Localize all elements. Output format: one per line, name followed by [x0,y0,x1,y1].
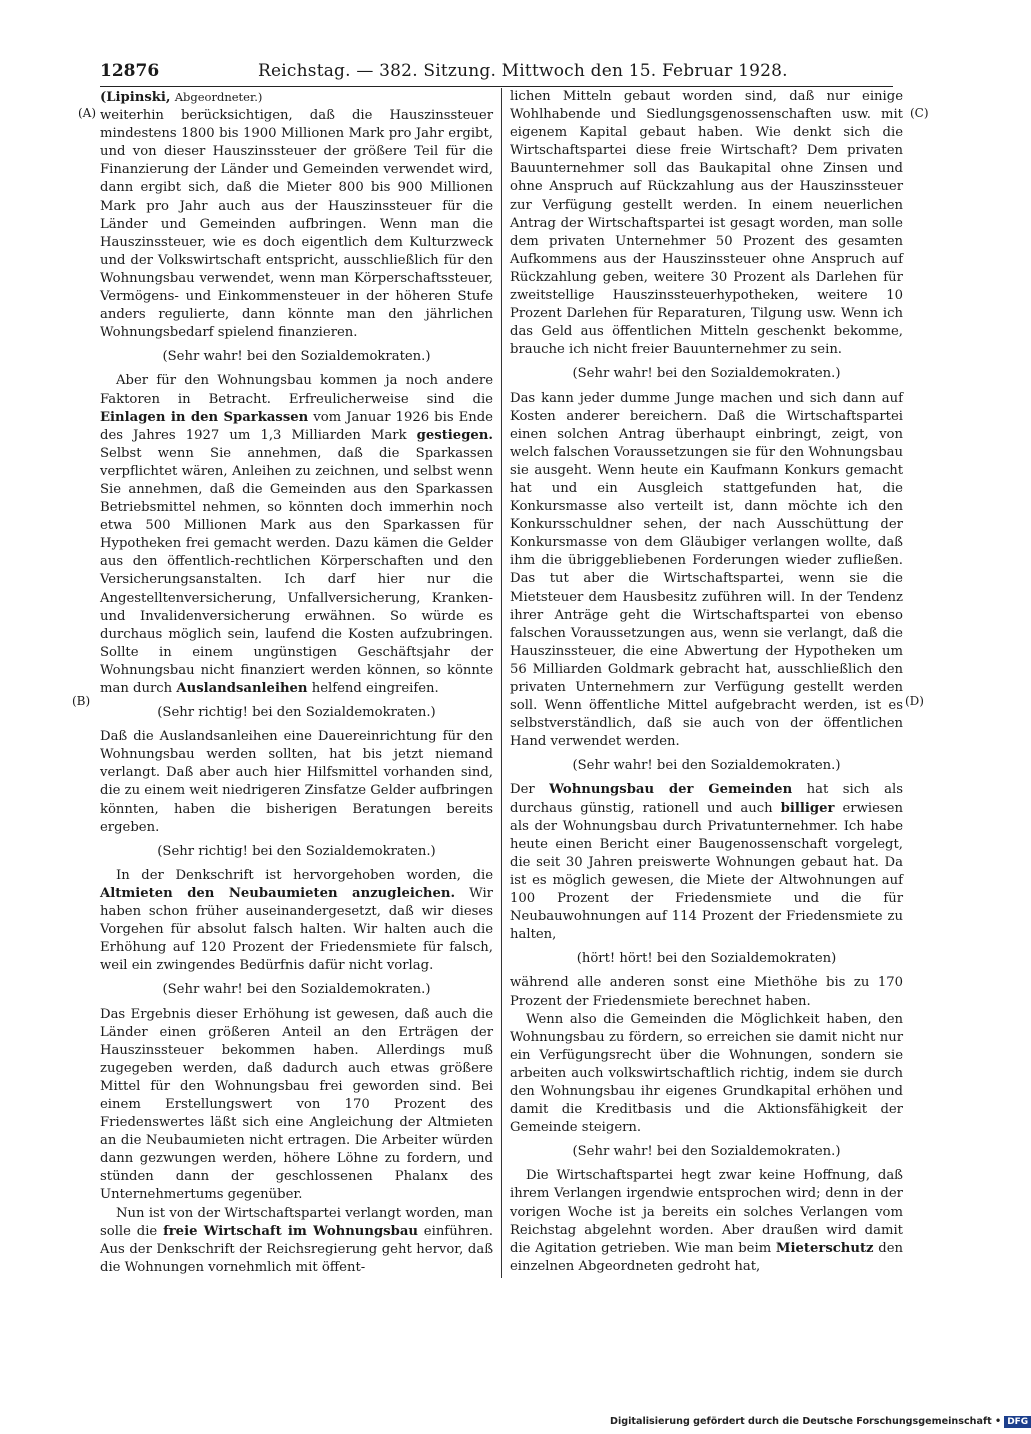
emphasis: Auslandsanleihen [176,681,308,696]
margin-letter-b: (B) [72,694,91,708]
interjection: (Sehr richtig! bei den Sozialdemokraten.) [157,843,436,859]
interjection: (Sehr richtig! bei den Sozialdemokraten.) [157,705,436,721]
interjection: (Sehr wahr! bei den Sozialdemokraten.) [572,1144,841,1160]
paragraph [510,1167,903,1276]
margin-letter-a: (A) [78,106,97,120]
speaker-line [100,88,493,107]
interjection: (Sehr wahr! bei den Sozialdemokraten.) [572,758,841,774]
column-divider [501,88,502,1278]
paragraph [510,781,903,944]
text-run: einführen. Aus der Denkschrift der Reichsregierung geht hervor, daß die Wohnungen vornehmlich mit öffent- [100,1223,493,1275]
emphasis: billiger [780,800,835,816]
paragraph [100,867,493,976]
paragraph [100,1205,493,1277]
paragraph: Das kann jeder dumme Junge machen und sich dann auf Kosten anderer bereichern. Daß die Wirtschaftspartei einen solchen Antrag überhaupt einbringt, zeigt, von welch falschen Voraussetzungen sie für den Wohnungsbau sie ausgeht. Wenn heute ein Kaufmann Konkurs gemacht hat und ein Ausgleich stattgefunden hat, die Konkursmasse also verteilt ist, dann möchte ich den Konkursschuldner sehen, der nach Ausschüttung der Konkursmasse von dem Gläubiger verlangen wollte, daß ihm die übriggebliebenen Forderungen wieder zufließen. Das tut aber die Wirtschaftspartei, wenn sie die Mietsteuer dem Hausbesitz zuführen will. In der Tendenz ihrer Anträge geht die Wirtschaftspartei von ebenso falschen Voraussetzungen aus, wenn sie verlangt, daß die Hauszinssteuer, die eine Abwertung der Hypotheken um 56 Milliarden Goldmark gebracht hat, ausschließlich den privaten Unternehmern zur Verfügung gestellt werden soll. Wenn öffentliche Mittel aufgebracht werden, ist es selbstverständlich, daß sie auch von der öffentlichen Hand verwendet werden. [510,390,903,750]
margin-letter-d: (D) [905,694,924,708]
dfg-logo: DFG [1004,1416,1031,1428]
emphasis: gestiegen. [416,427,493,443]
emphasis: freie Wirtschaft im Wohnungsbau [163,1223,418,1239]
running-title: Reichstag. — 382. Sitzung. Mittwoch den 15. Februar 1928. [258,61,788,81]
interjection: (Sehr wahr! bei den Sozialdemokraten.) [162,349,431,365]
interjection: (Sehr wahr! bei den Sozialdemokraten.) [572,366,841,382]
emphasis: Mieterschutz [775,1240,874,1256]
left-column [100,88,493,1277]
header-rule [100,86,893,87]
paragraph: weiterhin berücksichtigen, daß die Hauszinssteuer mindestens 1800 bis 1900 Millionen Mark pro Jahr ergibt, und von dieser Hauszinssteuer der größere Teil für die Finanzierung der Länder und Gemeinden verwendet wird, dann ergibt sich, daß die Mieter 800 bis 900 Millionen Mark pro Jahr auch aus der Hauszinssteuer für die Länder und Gemeinden aufbringen. Wenn man die Hauszinssteuer, wie es doch eigentlich dem Kulturzweck und der Volkswirtschaft entspricht, ausschließlich für den Wohnungsbau verwendet, wenn man Körperschaftssteuer, Vermögens- und Einkommensteuer in der höheren Stufe anders regulierte, dann könnte man den jährlichen Wohnungsbedarf spielend finanzieren. [100,108,493,341]
paragraph [100,372,493,698]
paragraph: Wenn also die Gemeinden die Möglichkeit haben, den Wohnungsbau zu fördern, so erreichen sie damit nicht nur ein Verfügungsrecht über die Wohnungen, sondern sie arbeiten auch volkswirtschaftlich richtig, indem sie durch den Wohnungsbau ihr eigenes Grundkapital erhöhen und damit die Kreditbasis und die Aktionsfähigkeit der Gemeinde steigern. [510,1011,903,1136]
interjection: (Sehr wahr! bei den Sozialdemokraten.) [162,982,431,998]
speaker-role: Abgeordneter.) [174,90,263,104]
emphasis: Wohnungsbau der Gemeinden [549,782,793,798]
text-run: erwiesen als der Wohnungsbau durch Privatunternehmer. Ich habe heute einen Bericht einer Baugenossenschaft vorgelegt, die seit 30 Jahren preiswerte Wohnungen gebaut hat. Da ist es möglich gewesen, die Miete der Altwohnungen auf 100 Prozent der Friedensmiete und die für Neubauwohnungen auf 114 Prozent der Friedensmiete zu halten, [510,800,903,943]
text-run: hat sich als durchaus günstig, rationell und auch [510,782,903,816]
text-run: Wir haben schon früher auseinandergesetzt, daß wir dieses Vorgehen für absolut falsch halten. Wir halten auch die Erhöhung auf 120 Prozent der Friedensmiete für falsch, weil ein zwingendes Bedürfnis dafür nicht vorlag. [100,885,493,974]
speaker-name: (Lipinski, [100,90,171,105]
paragraph: Das Ergebnis dieser Erhöhung ist gewesen, daß auch die Länder einen größeren Anteil an den Erträgen der Hauszinssteuer bekommen haben. Allerdings muß zugegeben werden, daß dadurch auch etwas größere Mittel für den Wohnungsbau frei geworden sind. Bei einem Erstellungswert von 170 Prozent des Friedenswertes läßt sich eine Angleichung der Altmieten an die Neubaumieten nicht ertragen. Die Arbeiter würden dann gezwungen werden, höhere Löhne zu fordern, und stünden dann der geschlossenen Phalanx des Unternehmertums gegenüber. [100,1006,493,1203]
text-run: Nun ist von der Wirtschaftspartei verlangt worden, man solle die [100,1205,493,1239]
text-run: Aber für den Wohnungsbau kommen ja noch andere Faktoren in Betracht. Erfreulicherweise sind die [100,373,493,407]
text-run: Die Wirtschaftspartei hegt zwar keine Hoffnung, daß ihrem Verlangen irgendwie entsprochen wird; denn in der vorigen Woche ist ja bereits ein solches Verlangen vom Reichstag abgelehnt worden. Aber draußen wird damit die Agitation getrieben. Wie man beim [510,1168,903,1256]
page-number: 12876 [100,61,160,81]
interjection: (hört! hört! bei den Sozialdemokraten) [576,951,837,967]
text-run: In der Denkschrift ist hervorgehoben worden, die [116,867,493,883]
page-header [100,58,890,84]
paragraph: während alle anderen sonst eine Miethöhe bis zu 170 Prozent der Friedensmiete berechnet haben. [510,975,903,1009]
margin-letter-c: (C) [910,106,929,120]
text-run: helfend eingreifen. [311,681,439,696]
emphasis: Einlagen in den Sparkassen [100,409,309,425]
paragraph: Daß die Auslandsanleihen eine Dauereinrichtung für den Wohnungsbau werden sollten, hat bis jetzt niemand verlangt. Daß aber auch hier Hilfsmittel vorhanden sind, die zu einem weit niedrigeren Zinsfatze Gelder aufbringen könnten, haben die bisherigen Beratungen bereits ergeben. [100,729,493,835]
paragraph: lichen Mitteln gebaut worden sind, daß nur einige Wohlhabende und Siedlungsgenossenschaften usw. mit eigenem Kapital gebaut haben. Wie denkt sich die Wirtschaftspartei diese freie Wirtschaft? Dem privaten Bauunternehmer soll das Baukapital ohne Zinsen und ohne Anspruch auf Rückzahlung aus der Hauszinssteuer zur Verfügung gestellt werden. In einem neuerlichen Antrag der Wirtschaftspartei ist gesagt worden, man solle dem privaten Unternehmer 50 Prozent des gesamten Aufkommens aus der Hauszinssteuer ohne Anspruch auf Rückzahlung geben, weitere 30 Prozent als Darlehen für zweitstellige Hauszinssteuerhypotheken, weitere 10 Prozent Darlehen für Reparaturen, Tilgung usw. Wenn ich das Geld aus öffentlichen Mitteln geschenkt bekomme, brauche ich nicht freier Bauunternehmer zu sein. [510,89,903,358]
text-run: vom Januar 1926 bis Ende des Jahres 1927 um 1,3 Milliarden Mark [100,409,493,443]
footer-credit [610,1416,1029,1430]
text-run: Selbst wenn Sie annehmen, daß die Sparkassen verpflichtet wären, Anleihen zu zeichnen, und selbst wenn Sie annehmen, daß die Gemeinden aus den Sparkassen Betriebsmittel nehmen, so könnten doch immerhin noch etwa 500 Millionen Mark aus den Sparkassen für Hypotheken frei gemacht werden. Dazu kämen die Gelder aus den öffentlich-rechtlichen Körperschaften und den Versicherungsanstalten. Ich darf hier nur die Angestelltenversicherung, Unfallversicherung, Kranken- und Invalidenversicherung erwähnen. So würde es durchaus möglich sein, laufend die Kosten aufzubringen. Sollte in einem ungünstigen Geschäftsjahr der Wohnungsbau nicht finanziert werden können, so könnte man durch [100,445,493,696]
footer-text: Digitalisierung gefördert durch die Deutsche Forschungsgemeinschaft • [610,1416,1002,1427]
text-run: den einzelnen Abgeordneten gedroht hat, [510,1240,903,1274]
text-run: Der [510,782,535,798]
emphasis: Altmieten den Neubaumieten anzugleichen. [100,885,456,901]
right-column [510,88,903,1276]
